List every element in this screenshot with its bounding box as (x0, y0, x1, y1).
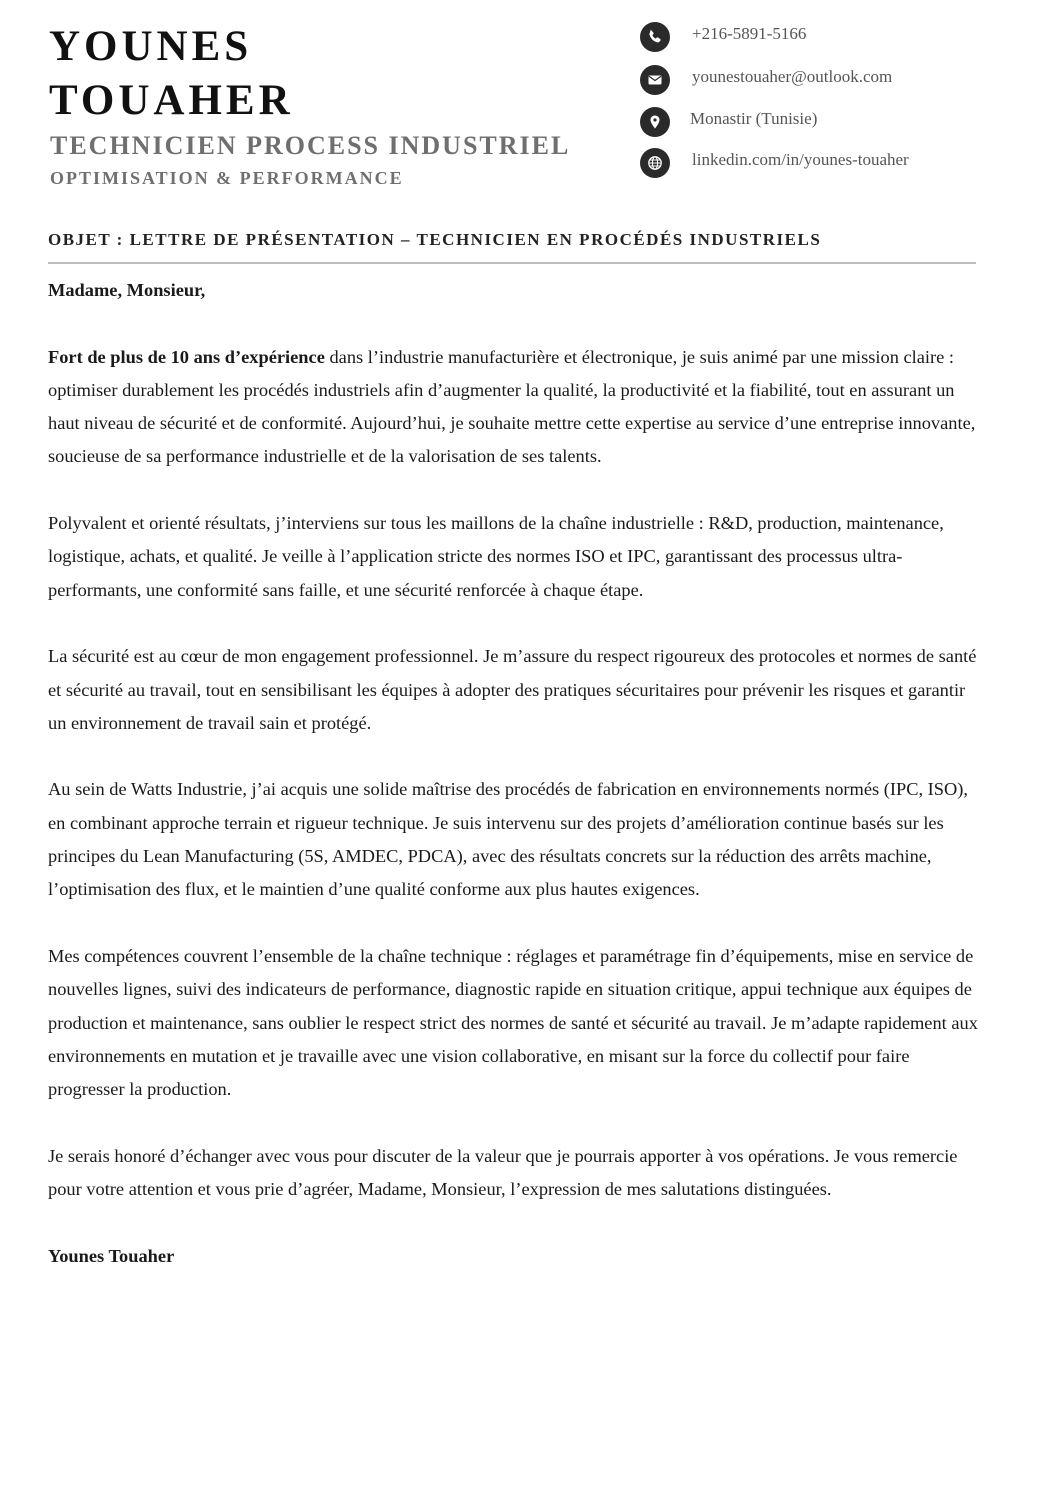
email-icon (640, 65, 670, 95)
contact-location (640, 107, 1040, 137)
subject-divider (48, 262, 976, 264)
job-title: TECHNICIEN PROCESS INDUSTRIEL (50, 131, 571, 160)
location-text: Monastir (Tunisie) (690, 109, 818, 128)
intro-text: dans l’industrie manufacturière et électronique, je suis animé par une mission claire : optimiser durablement les procédés industriels afin d’augmenter la qualité, la productivité et la fiabilité, tout en assurant un haut niveau de sécurité et de conformité. Aujourd’hui, je souhaite mettre cette expertise au service d’une entreprise innovante, soucieuse de sa performance industrielle et de la valorisation de ses talents. (48, 346, 976, 467)
contact-email (640, 65, 1040, 95)
candidate-first-name: YOUNES (49, 23, 253, 70)
letter-header (0, 0, 1059, 200)
globe-icon (640, 148, 670, 178)
contact-phone (640, 22, 1040, 52)
phone-number[interactable]: +216-5891-5166 (692, 24, 807, 43)
linkedin-url[interactable]: linkedin.com/in/younes-touaher (692, 150, 909, 169)
candidate-name (49, 20, 294, 128)
paragraph: Au sein de Watts Industrie, j’ai acquis une solide maîtrise des procédés de fabrication en environnements normés (IPC, ISO), en combinant approche terrain et rigueur technique. Je suis intervenu sur des projets d’amélioration continue basés sur les principes du Lean Manufacturing (5S, AMDEC, PDCA), avec des résultats concrets sur la réduction des arrêts machine, l’optimisation des flux, et le maintien d’une qualité conforme aux plus hautes exigences. (48, 779, 969, 900)
letter-subject: OBJET : LETTRE DE PRÉSENTATION – TECHNICIEN EN PROCÉDÉS INDUSTRIELS (48, 230, 822, 249)
contact-linkedin (640, 148, 1040, 178)
paragraph: Polyvalent et orienté résultats, j’interviens sur tous les maillons de la chaîne industrielle : R&D, production, maintenance, logistique, achats, et qualité. Je veille à l’application stricte des normes ISO et IPC, garantissant des processus ultra-performants, une conformité sans faille, et une sécurité renforcée à chaque étape. (48, 513, 944, 600)
paragraph: Je serais honoré d’échanger avec vous pour discuter de la valeur que je pourrais apporter à vos opérations. Je vous remercie pour votre attention et vous prie d’agréer, Madame, Monsieur, l’expression de mes salutations distinguées. (48, 1145, 958, 1200)
paragraph-intro (48, 341, 983, 474)
intro-highlight: Fort de plus de 10 ans d’expérience (48, 346, 325, 367)
signature: Younes Touaher (48, 1245, 175, 1266)
paragraph: La sécurité est au cœur de mon engagement professionnel. Je m’assure du respect rigoureux des protocoles et normes de santé et sécurité au travail, tout en sensibilisant les équipes à adopter des pratiques sécuritaires pour prévenir les risques et garantir un environnement de travail sain et protégé. (48, 646, 977, 733)
candidate-last-name: TOUAHER (49, 77, 294, 124)
location-pin-icon (640, 107, 670, 137)
letter-body (48, 274, 983, 1273)
salutation: Madame, Monsieur, (48, 280, 206, 300)
job-subtitle: OPTIMISATION & PERFORMANCE (50, 168, 404, 188)
phone-icon (640, 22, 670, 52)
email-address[interactable]: younestouaher@outlook.com (692, 67, 893, 86)
paragraph: Mes compétences couvrent l’ensemble de la chaîne technique : réglages et paramétrage fin d’équipements, mise en service de nouvelles lignes, suivi des indicateurs de performance, diagnostic rapide en situation critique, appui technique aux équipes de production et maintenance, sans oublier le respect strict des normes de santé et sécurité au travail. Je m’adapte rapidement aux environnements en mutation et je travaille avec une vision collaborative, en misant sur la force du collectif pour faire progresser la production. (48, 945, 978, 1100)
